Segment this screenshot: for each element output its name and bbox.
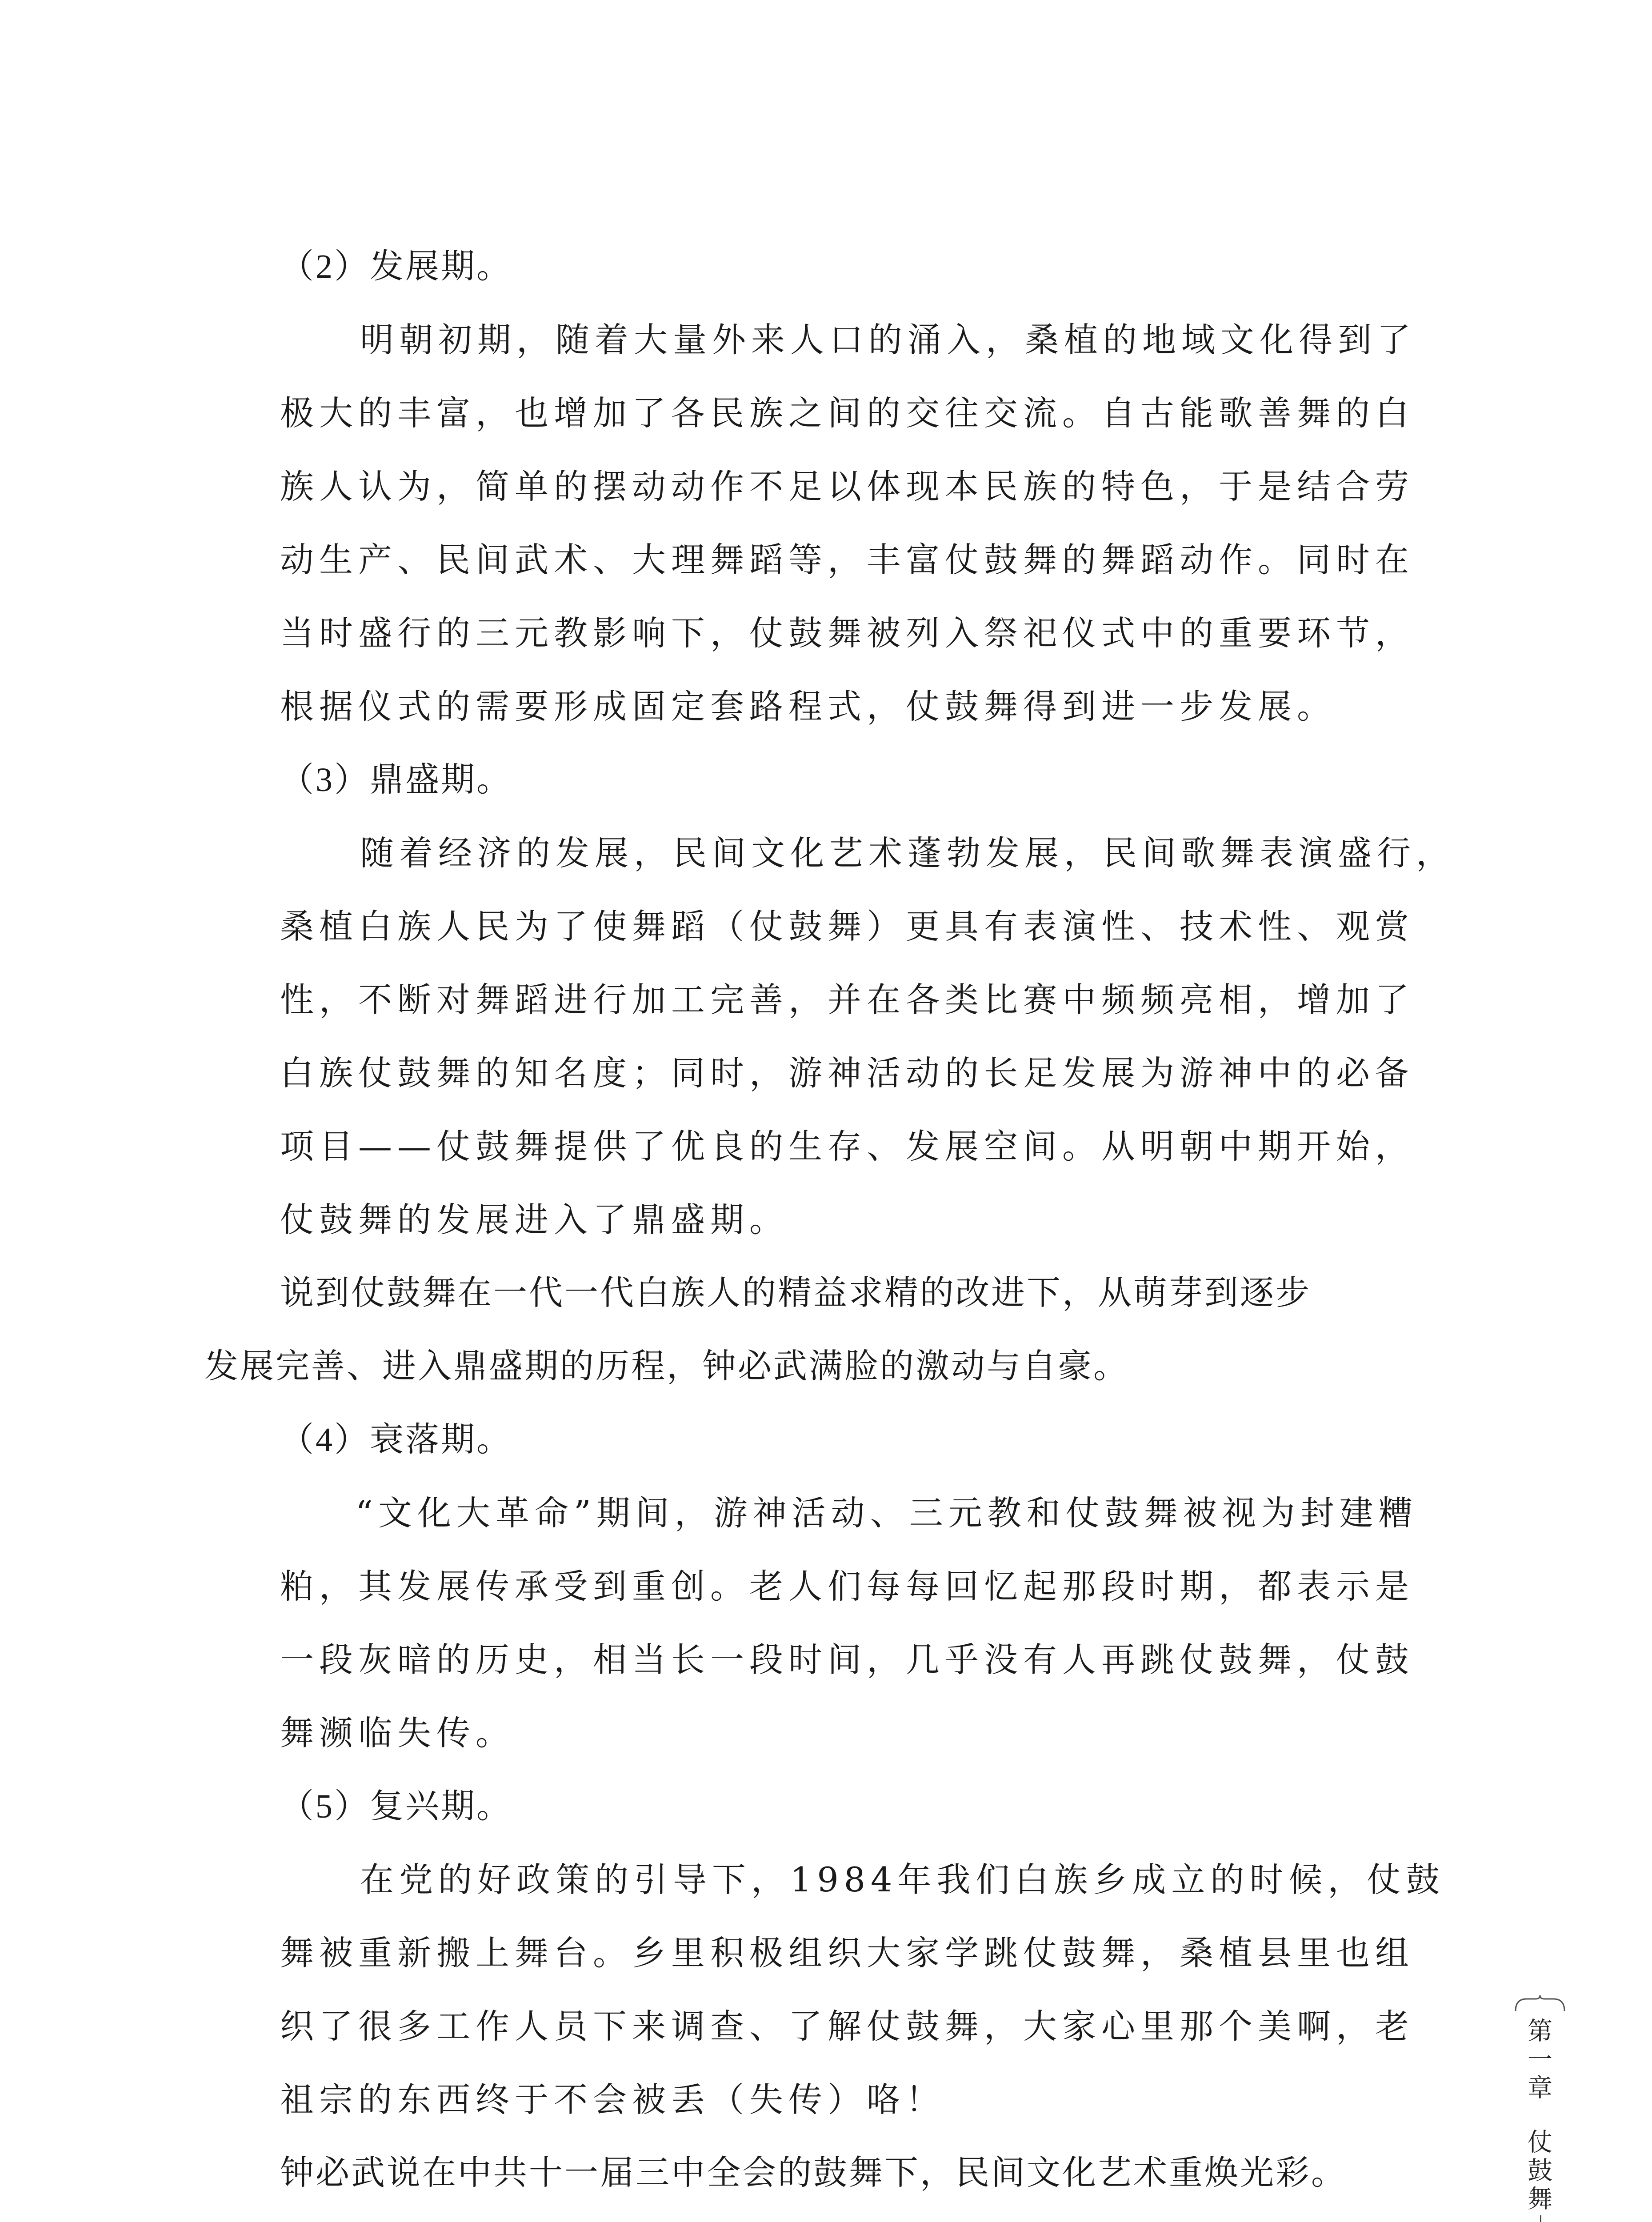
body-line: 当时盛行的三元教影响下，仗鼓舞被列入祭祀仪式中的重要环节，	[280, 613, 1414, 653]
body-line: 舞被重新搬上舞台。乡里积极组织大家学跳仗鼓舞，桑植县里也组	[280, 1933, 1414, 1973]
chapter-label: 第一章	[1524, 2018, 1552, 2103]
body-line: 钟必武说在中共十一届三中全会的鼓舞下，民间文化艺术重焕光彩。	[280, 2154, 1347, 2192]
bracket-top-ornament	[1513, 1995, 1567, 2013]
page-number-rule	[1540, 2215, 1541, 2222]
body-line: “文化大革命”期间，游神活动、三元教和仗鼓舞被视为封建糟	[356, 1493, 1418, 1533]
section-heading-decline: （4）衰落期。	[280, 1421, 512, 1459]
body-line: 桑植白族人民为了使舞蹈（仗鼓舞）更具有表演性、技术性、观赏	[280, 907, 1414, 946]
body-line: 白族仗鼓舞的知名度；同时，游神活动的长足发展为游神中的必备	[280, 1053, 1414, 1093]
chapter-side-tab	[1507, 1995, 1573, 2222]
body-line: 发展完善、进入鼎盛期的历程，钟必武满脸的激动与自豪。	[204, 1348, 1129, 1385]
body-line: 说到仗鼓舞在一代一代白族人的精益求精的改进下，从萌芽到逐步	[280, 1275, 1311, 1312]
body-line: 一段灰暗的历史，相当长一段时间，几乎没有人再跳仗鼓舞，仗鼓	[280, 1640, 1414, 1679]
body-line: 动生产、民间武术、大理舞蹈等，丰富仗鼓舞的舞蹈动作。同时在	[280, 540, 1414, 579]
body-line: 项目——仗鼓舞提供了优良的生存、发展空间。从明朝中期开始，	[280, 1127, 1414, 1166]
body-line: 在党的好政策的引导下，1984年我们白族乡成立的时候，仗鼓	[360, 1860, 1445, 1899]
body-line: 根据仪式的需要形成固定套路程式，仗鼓舞得到进一步发展。	[280, 687, 1336, 726]
body-line: 族人认为，简单的摆动动作不足以体现本民族的特色，于是结合劳	[280, 467, 1414, 506]
section-heading-development: （2）发展期。	[280, 248, 512, 285]
body-line: 明朝初期，随着大量外来人口的涌入，桑植的地域文化得到了	[360, 320, 1416, 360]
body-line: 仗鼓舞的发展进入了鼎盛期。	[280, 1200, 788, 1239]
body-line: 粕，其发展传承受到重创。老人们每每回忆起那段时期，都表示是	[280, 1567, 1414, 1606]
chapter-title: 仗鼓舞	[1524, 2129, 1552, 2214]
body-line: 舞濒临失传。	[280, 1713, 515, 1753]
section-heading-peak: （3）鼎盛期。	[280, 761, 512, 799]
body-line: 性，不断对舞蹈进行加工完善，并在各类比赛中频频亮相，增加了	[280, 980, 1414, 1019]
body-line: 随着经济的发展，民间文化艺术蓬勃发展，民间歌舞表演盛行，	[360, 833, 1455, 873]
body-line: 祖宗的东西终于不会被丢（失传）咯！	[280, 2080, 945, 2119]
body-line: 织了很多工作人员下来调查、了解仗鼓舞，大家心里那个美啊，老	[280, 2006, 1414, 2046]
body-line: 极大的丰富，也增加了各民族之间的交往交流。自古能歌善舞的白	[280, 393, 1414, 433]
section-heading-revival: （5）复兴期。	[280, 1788, 512, 1825]
